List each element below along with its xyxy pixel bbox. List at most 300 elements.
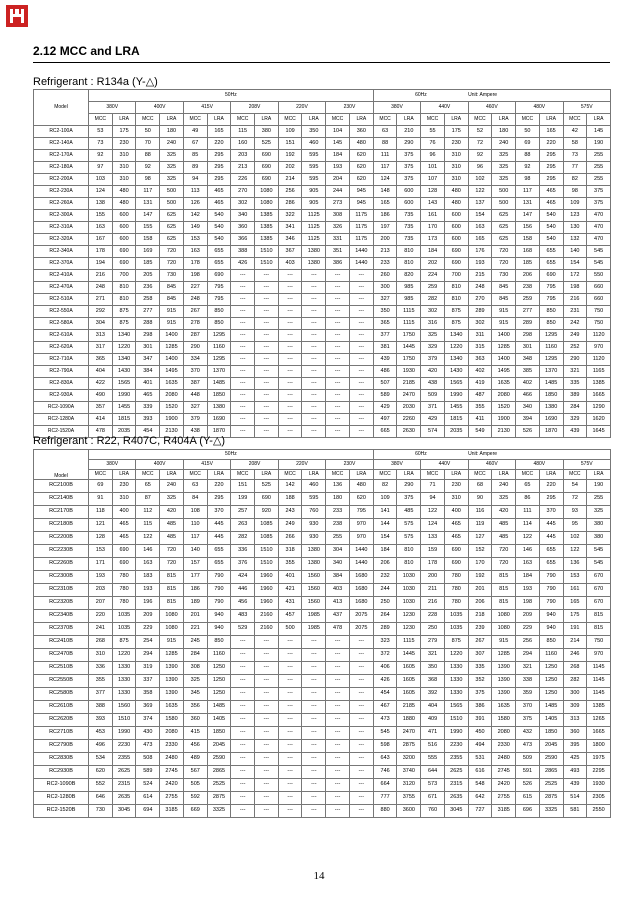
value-cell: 1510 [444,714,468,727]
value-cell: --- [326,740,350,753]
lra-header: LRA [444,114,468,126]
table-row [34,354,611,366]
model-cell: RC2180B [34,519,89,532]
value-cell: 313 [89,330,113,342]
value-cell: 1815 [444,414,468,426]
value-cell: 1870 [207,426,231,438]
value-cell: --- [326,675,350,688]
value-cell: 1035 [112,610,136,623]
value-cell: 1385 [587,701,611,714]
value-cell: --- [302,636,326,649]
value-cell: 198 [183,270,207,282]
voltage-header: 480V [516,460,563,470]
value-cell: --- [278,330,302,342]
value-cell: 550 [587,270,611,282]
value-cell: --- [231,330,255,342]
value-cell: 600 [112,210,136,222]
value-cell: --- [302,779,326,792]
lra-header: LRA [207,114,231,126]
value-cell: 307 [468,649,492,662]
value-cell: 393 [136,414,160,426]
value-cell: 375 [587,186,611,198]
value-cell: 203 [231,150,255,162]
value-cell: --- [302,414,326,426]
value-cell: 365 [373,318,397,330]
value-cell: 413 [326,597,350,610]
value-cell: 82 [373,480,397,493]
model-cell: RC2-510A [34,294,89,306]
value-cell: --- [349,378,373,390]
value-cell: --- [231,318,255,330]
value-cell: 240 [492,480,516,493]
section-title: 2.12 MCC and LRA [33,44,140,58]
value-cell: 473 [373,714,397,727]
value-cell: 655 [207,258,231,270]
value-cell: 545 [587,258,611,270]
value-cell: 534 [89,753,113,766]
value-cell: 1380 [302,258,326,270]
value-cell: 424 [231,571,255,584]
mcc-header: MCC [516,470,540,480]
table-row [34,480,611,493]
value-cell: 192 [278,150,302,162]
value-cell: --- [255,282,279,294]
value-cell: 184 [421,246,445,258]
value-cell: 65 [136,480,160,493]
value-cell: 168 [516,246,540,258]
value-cell: 267 [468,636,492,649]
voltage-header: 380V [89,460,136,470]
value-cell: 236 [136,282,160,294]
value-cell: 1165 [587,366,611,378]
value-cell: --- [255,675,279,688]
value-cell: 273 [326,198,350,210]
value-cell: 1035 [444,610,468,623]
value-cell: 360 [183,714,207,727]
value-cell: 255 [326,532,350,545]
value-cell: 420 [492,506,516,519]
value-cell: 189 [183,597,207,610]
value-cell: 845 [492,294,516,306]
lra-header: LRA [444,470,468,480]
value-cell: 346 [278,234,302,246]
value-cell: 216 [563,294,587,306]
value-cell: 371 [421,402,445,414]
value-cell: 122 [468,186,492,198]
table-row [34,779,611,792]
value-cell: 282 [231,532,255,545]
company-logo-icon [6,5,28,27]
value-cell: 1080 [160,610,184,623]
value-cell: 214 [563,636,587,649]
value-cell: 1750 [397,330,421,342]
value-cell: 386 [326,258,350,270]
model-cell: RC2-1520A [34,426,89,438]
value-cell: 3325 [539,805,563,818]
value-cell: 137 [468,198,492,210]
value-cell: 392 [421,688,445,701]
value-cell: 163 [89,222,113,234]
value-cell: 191 [563,623,587,636]
value-cell: 720 [492,246,516,258]
value-cell: 233 [373,258,397,270]
model-cell: RC2370B [34,623,89,636]
value-cell: 655 [207,558,231,571]
value-cell: 229 [136,623,160,636]
value-cell: 1385 [255,234,279,246]
value-cell: 945 [349,186,373,198]
value-cell: --- [278,766,302,779]
value-cell: 614 [136,792,160,805]
value-cell: 302 [468,318,492,330]
value-cell: 329 [421,342,445,354]
value-cell: 2160 [255,623,279,636]
value-cell: 395 [563,740,587,753]
value-cell: 248 [468,282,492,294]
model-cell: RC2-310A [34,222,89,234]
value-cell: 389 [563,390,587,402]
value-cell: 298 [516,330,540,342]
header-row-frequency [34,450,611,460]
value-cell: --- [231,805,255,818]
value-cell: 380 [587,519,611,532]
value-cell: 1250 [539,675,563,688]
value-cell: 1400 [160,330,184,342]
value-cell: 727 [468,805,492,818]
table-row [34,330,611,342]
value-cell: 313 [563,714,587,727]
value-cell: 153 [563,571,587,584]
value-cell: 625 [160,210,184,222]
value-cell: 850 [539,636,563,649]
value-cell: --- [255,662,279,675]
value-cell: 143 [421,198,445,210]
value-cell: 620 [349,162,373,174]
value-cell: 1285 [160,649,184,662]
value-cell: 359 [516,688,540,701]
value-cell: 655 [539,246,563,258]
value-cell: 201 [183,610,207,623]
value-cell: 795 [207,294,231,306]
value-cell: 1510 [255,246,279,258]
value-cell: 746 [373,766,397,779]
value-cell: --- [349,342,373,354]
value-cell: 644 [421,766,445,779]
value-cell: 3325 [207,805,231,818]
value-cell: 240 [492,138,516,150]
value-cell: 1250 [207,675,231,688]
value-cell: 335 [563,378,587,390]
mcc-header: MCC [183,470,207,480]
value-cell: 516 [421,740,445,753]
value-cell: 294 [516,649,540,662]
value-cell: 3045 [444,805,468,818]
value-cell: 815 [587,610,611,623]
value-cell: 815 [492,597,516,610]
value-cell: 1330 [112,675,136,688]
value-cell: 243 [278,506,302,519]
value-cell: 115 [231,126,255,138]
value-cell: 465 [444,519,468,532]
model-cell: RC2100B [34,480,89,493]
value-cell: 815 [492,571,516,584]
value-cell: --- [231,282,255,294]
table-row [34,532,611,545]
value-cell: 369 [136,701,160,714]
lra-header: LRA [539,470,563,480]
value-cell: 1565 [444,378,468,390]
value-cell: 1430 [444,366,468,378]
value-cell: 415 [183,727,207,740]
value-cell: 1960 [255,597,279,610]
lra-header: LRA [302,470,326,480]
value-cell: 620 [349,150,373,162]
value-cell: 1285 [492,342,516,354]
value-cell: 255 [587,162,611,174]
value-cell: 470 [587,222,611,234]
model-cell: RC2550B [34,675,89,688]
mcc-header: MCC [516,114,540,126]
unit-label: Unit: Ampere [468,90,610,102]
header-row-frequency [34,90,611,102]
value-cell: --- [302,282,326,294]
value-cell: --- [231,390,255,402]
value-cell: 391 [468,714,492,727]
value-cell: 2080 [492,390,516,402]
value-cell: 411 [468,414,492,426]
table-row [34,126,611,138]
value-cell: --- [302,270,326,282]
value-cell: 545 [587,545,611,558]
value-cell: --- [349,282,373,294]
value-cell: 2755 [160,792,184,805]
value-cell: 1175 [349,234,373,246]
value-cell: 197 [373,222,397,234]
voltage-header: 220V [278,460,325,470]
value-cell: 655 [539,545,563,558]
value-cell: 175 [112,126,136,138]
value-cell: 136 [326,480,350,493]
table-row [34,270,611,282]
value-cell: 233 [326,506,350,519]
value-cell: 385 [516,366,540,378]
value-cell: 777 [373,792,397,805]
value-cell: --- [255,426,279,438]
value-cell: 375 [468,688,492,701]
value-cell: 930 [302,519,326,532]
value-cell: 322 [278,210,302,222]
value-cell: 2420 [160,779,184,792]
value-cell: 915 [492,306,516,318]
value-cell: 124 [421,519,445,532]
value-cell: 420 [421,366,445,378]
value-cell: 1680 [349,584,373,597]
value-cell: 1495 [492,366,516,378]
value-cell: 267 [183,306,207,318]
value-cell: 1380 [302,545,326,558]
value-cell: 1510 [255,545,279,558]
value-cell: 750 [587,636,611,649]
value-cell: --- [349,779,373,792]
value-cell: 625 [492,222,516,234]
model-cell: RC2310B [34,584,89,597]
value-cell: 85 [183,150,207,162]
value-cell: 165 [539,126,563,138]
value-cell: 402 [468,366,492,378]
value-cell: 360 [231,222,255,234]
value-cell: 480 [349,138,373,150]
value-cell: 295 [539,493,563,506]
model-cell: RC2580B [34,688,89,701]
value-cell: 2075 [349,610,373,623]
value-cell: 3200 [397,753,421,766]
value-cell: 1220 [112,342,136,354]
value-cell: 163 [468,222,492,234]
value-cell: 88 [136,150,160,162]
value-cell: 2075 [349,623,373,636]
value-cell: 494 [468,740,492,753]
value-cell: 290 [563,354,587,366]
value-cell: 220 [207,138,231,150]
value-cell: 88 [373,138,397,150]
value-cell: 1440 [349,545,373,558]
value-cell: 248 [89,282,113,294]
value-cell: --- [349,390,373,402]
value-cell: 310 [112,493,136,506]
value-cell: 323 [373,636,397,649]
value-cell: 2315 [112,779,136,792]
value-cell: 109 [563,198,587,210]
value-cell: 92 [468,150,492,162]
value-cell: 1990 [444,727,468,740]
value-cell: 850 [207,636,231,649]
value-cell: 327 [183,402,207,414]
value-cell: 404 [421,701,445,714]
value-cell: 325 [492,174,516,186]
header-row-mcc-lra [34,114,611,126]
value-cell: 159 [421,545,445,558]
value-cell: 720 [160,545,184,558]
value-cell: --- [255,701,279,714]
model-header: Model [34,90,89,126]
value-cell: 2875 [397,740,421,753]
value-cell: 1400 [160,354,184,366]
value-cell: 206 [373,558,397,571]
table-row [34,584,611,597]
value-cell: 402 [516,378,540,390]
value-cell: 985 [397,294,421,306]
value-cell: 325 [160,150,184,162]
value-cell: 531 [468,753,492,766]
value-cell: 1265 [587,714,611,727]
value-cell: 117 [136,186,160,198]
value-cell: 295 [207,174,231,186]
lra-header: LRA [397,114,421,126]
value-cell: 228 [421,610,445,623]
value-cell: 2480 [160,753,184,766]
voltage-header: 220V [278,102,325,114]
value-cell: 325 [492,150,516,162]
value-cell: 337 [136,675,160,688]
value-cell: 141 [373,506,397,519]
value-cell: 690 [112,545,136,558]
value-cell: 795 [539,282,563,294]
value-cell: 720 [160,558,184,571]
value-cell: 153 [183,234,207,246]
value-cell: --- [231,753,255,766]
model-cell: RC2-1280B [34,792,89,805]
value-cell: 336 [89,662,113,675]
value-cell: 720 [492,558,516,571]
value-cell: 298 [136,330,160,342]
value-cell: 439 [563,779,587,792]
value-cell: 690 [539,270,563,282]
value-cell: 325 [160,174,184,186]
value-cell: 1645 [587,426,611,438]
value-cell: 270 [468,294,492,306]
value-cell: 1975 [587,753,611,766]
value-cell: 2035 [112,426,136,438]
value-cell: 1560 [302,597,326,610]
value-cell: 575 [397,532,421,545]
value-cell: 1230 [397,610,421,623]
value-cell: 445 [539,519,563,532]
value-cell: 2745 [160,766,184,779]
value-cell: 690 [112,246,136,258]
value-cell: 526 [516,779,540,792]
value-cell: 213 [231,162,255,174]
value-cell: 213 [373,246,397,258]
model-cell: RC2-610A [34,330,89,342]
value-cell: --- [302,688,326,701]
value-cell: 2630 [397,426,421,438]
value-cell: 146 [516,545,540,558]
value-cell: --- [302,701,326,714]
value-cell: 1035 [112,623,136,636]
value-cell: --- [302,662,326,675]
value-cell: 465 [539,186,563,198]
value-cell: 366 [231,234,255,246]
value-cell: --- [349,354,373,366]
table-row [34,342,611,354]
model-cell: RC2260B [34,558,89,571]
value-cell: --- [231,779,255,792]
table-row [34,162,611,174]
value-cell: 388 [231,246,255,258]
value-cell: 905 [302,186,326,198]
value-cell: --- [326,714,350,727]
value-cell: 730 [89,805,113,818]
value-cell: 122 [136,532,160,545]
hz50-header: 50Hz [89,450,374,460]
mcc-header: MCC [563,470,587,480]
value-cell: 509 [421,390,445,402]
value-cell: 379 [421,354,445,366]
value-cell: --- [326,766,350,779]
value-cell: 465 [112,532,136,545]
value-cell: 186 [183,584,207,597]
value-cell: 3740 [397,766,421,779]
value-cell: 94 [421,493,445,506]
value-cell: 815 [587,623,611,636]
value-cell: 690 [255,150,279,162]
value-cell: --- [326,294,350,306]
voltage-header: 440V [421,460,468,470]
value-cell: 524 [136,779,160,792]
model-cell: RC2-340A [34,246,89,258]
value-cell: --- [255,270,279,282]
value-cell: --- [326,662,350,675]
